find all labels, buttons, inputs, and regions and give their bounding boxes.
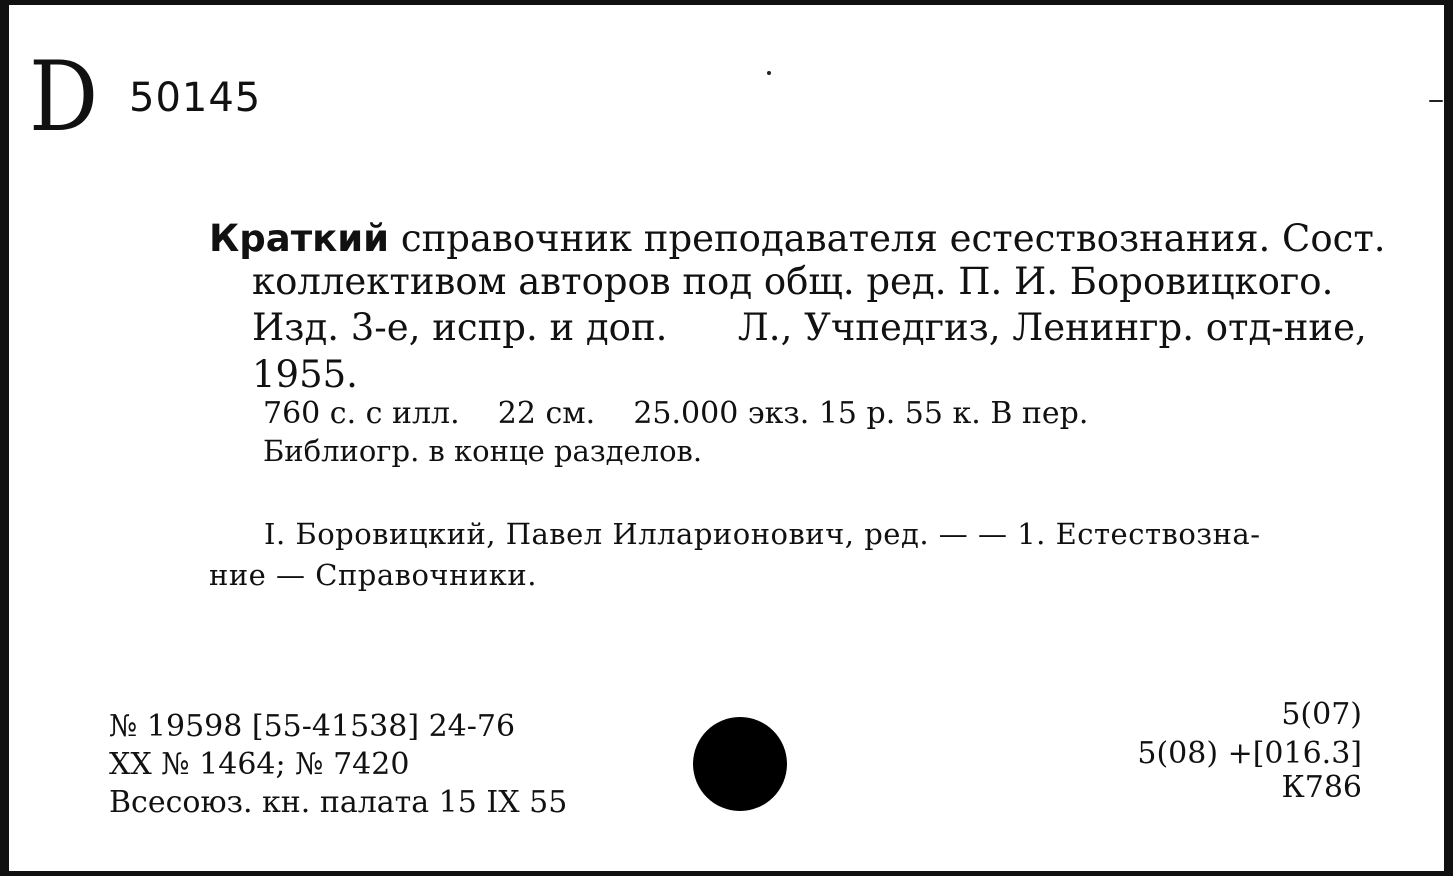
corner-letter: D <box>29 41 99 153</box>
bottom-left-line-3: Всесоюз. кн. палата 15 IX 55 <box>109 785 568 820</box>
entry-line-5: 760 с. с илл. 22 см. 25.000 экз. 15 р. 55 к. В пер. <box>263 396 1089 431</box>
bottom-left-line-1: № 19598 [55-41538] 24-76 <box>109 709 516 744</box>
title-line <box>209 217 1386 260</box>
punch-hole <box>693 717 787 811</box>
entry-line-4: 1955. <box>252 353 358 396</box>
title-rest: справочник преподавателя естествознания. Сост. <box>400 217 1386 260</box>
entry-line-3: Изд. 3-е, испр. и доп. Л., Учпедгиз, Ленингр. отд-ние, <box>252 306 1367 349</box>
entry-line-8: ние — Справочники. <box>209 558 537 592</box>
bottom-left-line-2: XX № 1464; № 7420 <box>109 747 410 782</box>
speck <box>767 71 771 75</box>
classification-line-1: 5(07) <box>1281 697 1362 732</box>
entry-line-7: I. Боровицкий, Павел Илларионович, ред. — — 1. Естествозна- <box>264 517 1261 551</box>
classification-line-2: 5(08) +[016.3] <box>1137 736 1362 771</box>
speck <box>1429 100 1443 102</box>
entry-line-6: Библиогр. в конце разделов. <box>263 434 703 468</box>
accession-number: 50145 <box>129 75 262 121</box>
corner-mark <box>29 41 262 153</box>
entry-line-2: коллективом авторов под общ. ред. П. И. Боровицкого. <box>252 260 1334 303</box>
classification-line-3: К786 <box>1281 770 1362 805</box>
title-bold: Краткий <box>209 217 390 260</box>
